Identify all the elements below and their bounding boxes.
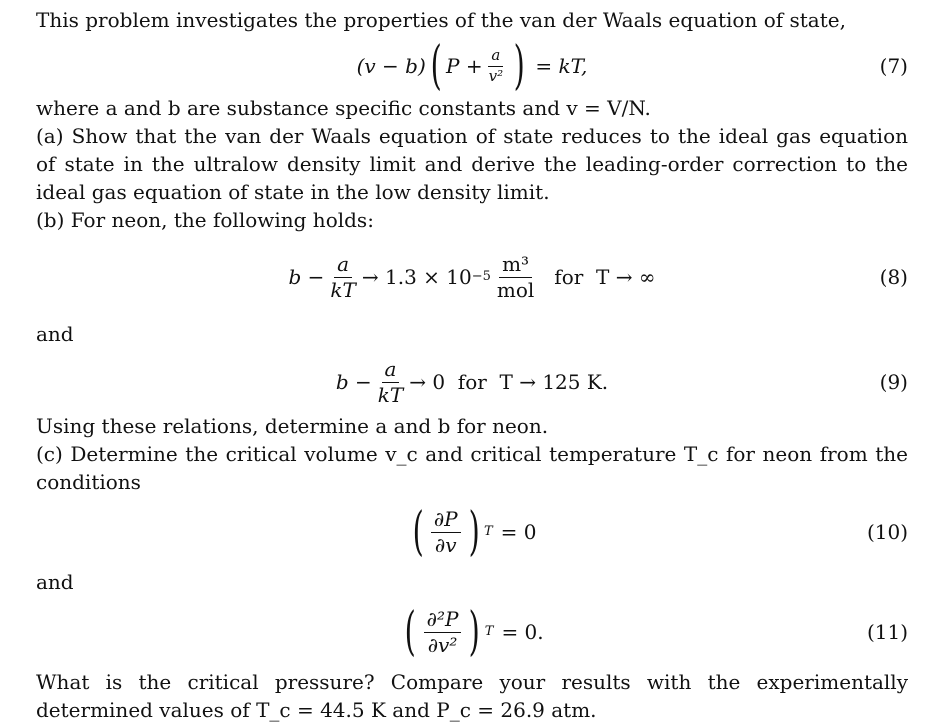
eq7-number: (7) [879, 54, 908, 78]
equation-10: ( $\frac{\partial P}{\partial v}$ ) T = 0 (10) [412, 502, 908, 562]
eq8-number: (8) [879, 265, 908, 289]
eq9-fraction: $\frac{a}{kT}$ [377, 356, 404, 407]
and-text-1: and [36, 322, 74, 346]
intro-text: This problem investigates the properties of the van der Waals equation of state, [36, 8, 846, 32]
eq7-lhs: (v − b) [356, 54, 426, 78]
equation-7: (v − b) ( P + $\frac{a}{\text{v²}}$ ) = kT, (7) [356, 36, 908, 96]
where-line: where a and b are substance specific constants and v = V/N. [36, 96, 651, 120]
equation-8: b − $\frac{a}{kT}$ → 1.3 × 10 −5 $\frac{\text{m³}}{\text{mol}}$ for T → ∞ (8) [288, 251, 908, 302]
using-text: Using these relations, determine a and b for neon. [36, 414, 549, 438]
eq8-fraction: $\frac{a}{kT}$ [330, 251, 356, 302]
and-text-2: and [36, 570, 74, 594]
eq11-number: (11) [866, 620, 908, 644]
final-question: What is the critical pressure? Compare your results with the experimentally determined values of T_c = 44.5 K and P_c = 26.9 atm. [36, 670, 908, 722]
eq7-fraction: $\frac{a}{\text{v²}}$ [488, 45, 504, 85]
part-b-text: (b) For neon, the following holds: [36, 208, 374, 232]
eq9-number: (9) [879, 370, 908, 394]
problem-document [36, 6, 908, 724]
part-a-text: (a) Show that the van der Waals equation of state reduces to the ideal gas equation of state in the ultralow density limit and derive the leading-order correction to the ideal gas equation of state in the low density limit. [36, 124, 908, 204]
equation-9: b − $\frac{a}{kT}$ → 0 for T → 125 K. (9) [335, 356, 908, 407]
eq10-number: (10) [866, 520, 908, 544]
eq8-unit: $\frac{\text{m³}}{\text{mol}}$ [496, 251, 535, 302]
equation-11: ( $\frac{\text{∂²P}}{\text{∂v²}}$ ) T = 0. (11) [404, 602, 908, 662]
part-c-text: (c) Determine the critical volume v_c and critical temperature T_c for neon from the conditions [36, 442, 908, 494]
eq7-rhs: = kT, [535, 54, 588, 78]
